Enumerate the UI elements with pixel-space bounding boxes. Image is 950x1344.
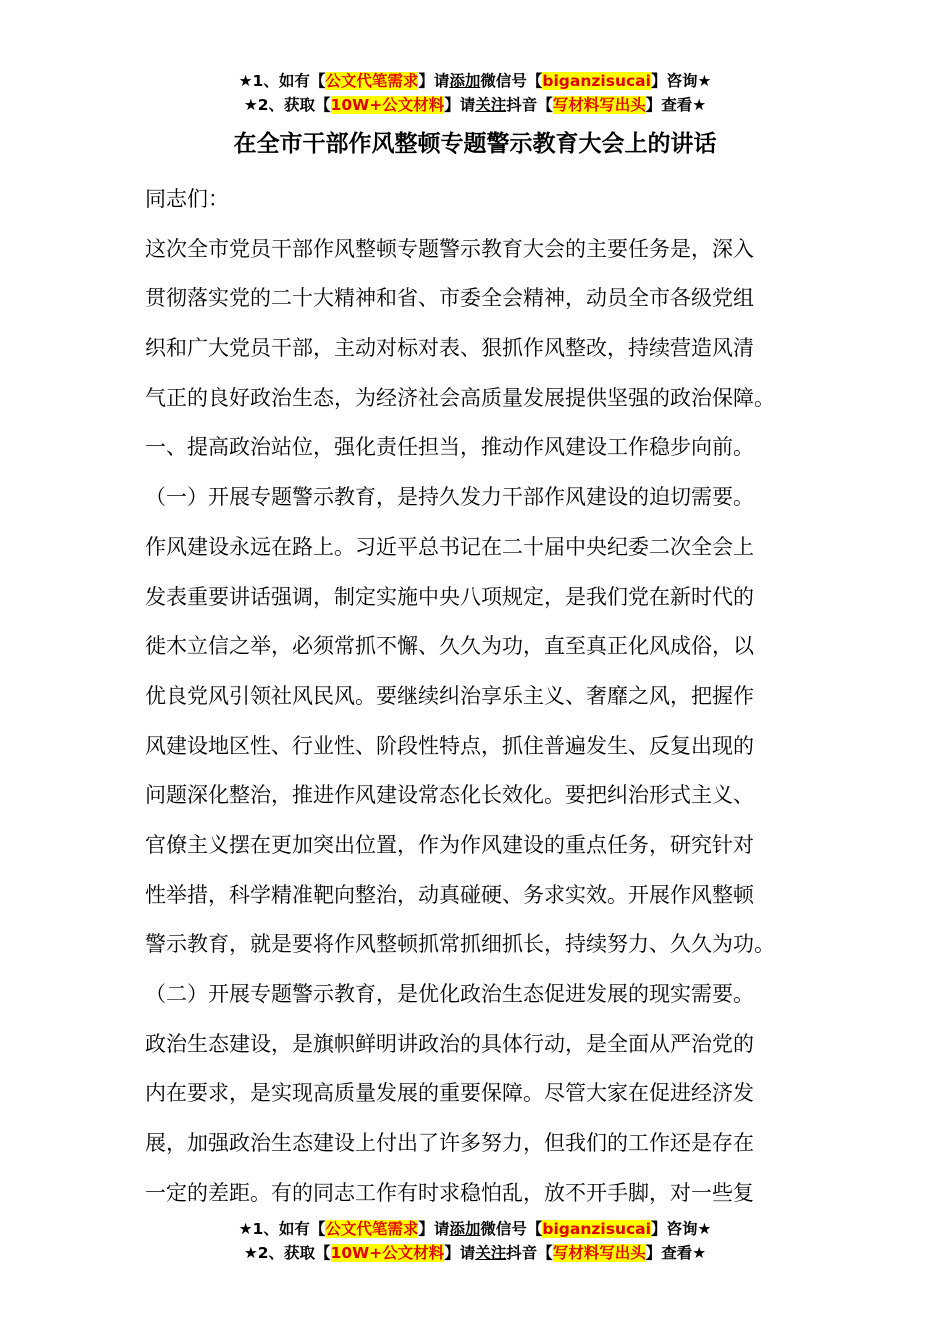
body-line: 警示教育，就是要将作风整顿抓常抓细抓长，持续努力、久久为功。 — [145, 932, 775, 957]
banner-line-1 — [0, 69, 950, 93]
banner-text: 】请 — [444, 1244, 476, 1262]
body-line: 这次全市党员干部作风整顿专题警示教育大会的主要任务是，深入 — [145, 236, 754, 261]
body-line: 发表重要讲话强调，制定实施中央八项规定，是我们党在新时代的 — [145, 584, 754, 609]
section-heading: 一、提高政治站位，强化责任担当，推动作风建设工作稳步向前。 — [145, 435, 754, 460]
body-line: 优良党风引领社风民风。要继续纠治享乐主义、奢靡之风，把握作 — [145, 683, 754, 708]
body-line: 内在要求，是实现高质量发展的重要保障。尽管大家在促进经济发 — [145, 1081, 754, 1106]
banner-text: 微信号【 — [480, 1220, 543, 1238]
salutation: 同志们： — [145, 187, 229, 211]
header-banner — [0, 69, 950, 117]
banner-emphasis: 添加 — [449, 1220, 481, 1238]
body-line: 一定的差距。有的同志工作有时求稳怕乱，放不开手脚，对一些复 — [145, 1180, 754, 1205]
banner-text: 】请 — [418, 1220, 450, 1238]
document-body — [145, 175, 807, 1218]
banner-emphasis: 关注 — [475, 96, 507, 114]
highlight-wechat-id: biganzisucai — [542, 1220, 651, 1238]
banner-text: 】查看★ — [645, 1244, 707, 1262]
highlight-materials: 10W+公文材料 — [330, 1244, 445, 1262]
banner-text: ★1、如有【 — [238, 1220, 326, 1238]
banner-text: 】请 — [418, 72, 450, 90]
subsection-heading: （二）开展专题警示教育，是优化政治生态促进发展的现实需要。 — [145, 982, 754, 1006]
body-line: 风建设地区性、行业性、阶段性特点，抓住普遍发生、反复出现的 — [145, 733, 754, 758]
body-line: 作风建设永远在路上。习近平总书记在二十届中央纪委二次全会上 — [145, 534, 754, 559]
highlight-douyin-account: 写材料写出头 — [552, 1244, 646, 1262]
banner-emphasis: 添加 — [449, 72, 481, 90]
banner-text: 】请 — [444, 96, 476, 114]
body-line: 展，加强政治生态建设上付出了许多努力，但我们的工作还是存在 — [145, 1131, 754, 1156]
banner-text: 抖音【 — [506, 1244, 553, 1262]
body-line: 问题深化整治，推进作风建设常态化长效化。要把纠治形式主义、 — [145, 783, 754, 808]
banner-line-2 — [0, 93, 950, 117]
banner-text: 】咨询★ — [650, 1220, 712, 1238]
subsection-heading: （一）开展专题警示教育，是持久发力干部作风建设的迫切需要。 — [145, 485, 754, 510]
highlight-douyin-account: 写材料写出头 — [552, 96, 646, 114]
highlight-materials: 10W+公文材料 — [330, 96, 445, 114]
body-line: 织和广大党员干部，主动对标对表、狠抓作风整改，持续营造风清 — [145, 336, 754, 361]
banner-text: 】查看★ — [645, 96, 707, 114]
document-title: 在全市干部作风整顿专题警示教育大会上的讲话 — [233, 131, 717, 157]
body-line: 政治生态建设，是旗帜鲜明讲政治的具体行动，是全面从严治党的 — [145, 1031, 754, 1056]
body-line: 官僚主义摆在更加突出位置，作为作风建设的重点任务，研究针对 — [145, 832, 754, 857]
banner-line-2 — [0, 1241, 950, 1265]
banner-emphasis: 关注 — [475, 1244, 507, 1262]
banner-line-1 — [0, 1217, 950, 1241]
banner-text: ★1、如有【 — [238, 72, 326, 90]
highlight-wechat-id: biganzisucai — [542, 72, 651, 90]
highlight-service: 公文代笔需求 — [325, 72, 419, 90]
banner-text: 微信号【 — [480, 72, 543, 90]
banner-text: 】咨询★ — [650, 72, 712, 90]
banner-text: ★2、获取【 — [243, 96, 331, 114]
banner-text: ★2、获取【 — [243, 1244, 331, 1262]
banner-text: 抖音【 — [506, 96, 553, 114]
body-line: 徙木立信之举，必须常抓不懈、久久为功，直至真正化风成俗，以 — [145, 634, 754, 659]
body-line: 气正的良好政治生态，为经济社会高质量发展提供坚强的政治保障。 — [145, 385, 775, 410]
body-line: 贯彻落实党的二十大精神和省、市委全会精神，动员全市各级党组 — [145, 286, 754, 311]
body-line: 性举措，科学精准靶向整治，动真碰硬、务求实效。开展作风整顿 — [145, 882, 754, 907]
footer-banner — [0, 1217, 950, 1265]
highlight-service: 公文代笔需求 — [325, 1220, 419, 1238]
